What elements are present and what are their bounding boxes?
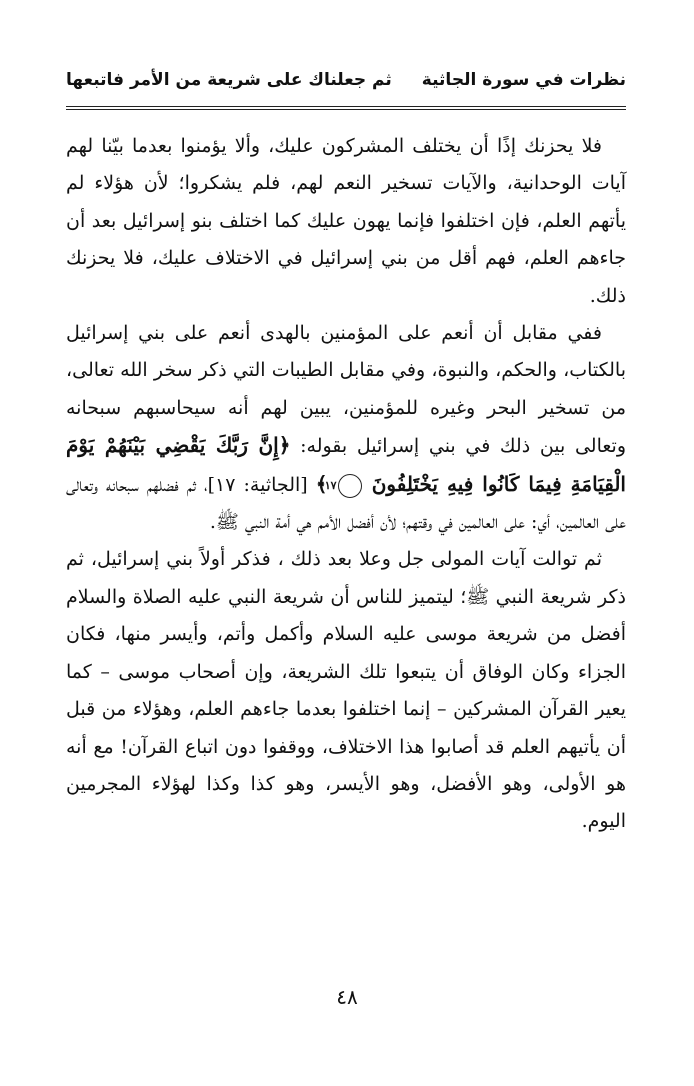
paragraph-3: ثم توالت آيات المولى جل وعلا بعد ذلك ، فذكر أولاً بني إسرائيل، ثم ذكر شريعة النبي ﷺ؛ ليتميز للناس أن شريعة النبي عليه الصلاة والسلام أفضل من شريعة موسى عليه السلام وأكمل وأتم، وأيسر منها، فكان الجزاء وكان الوفاق أن يتبعوا تلك الشريعة، وإن أصحاب موسى – كما يعير القرآن المشركين – إنما اختلفوا بعدما جاءهم العلم، وهؤلاء من قبل أن يأتيهم العلم قد أصابوا هذا الاختلاف، ووقفوا دون اتباع القرآن! مع أنه هو الأولى، وهو الأفضل، وهو الأيسر، وهو كذا وكذا لهؤلاء المجرمين اليوم.	[66, 548, 626, 833]
chapter-title: ثم جعلناك على شريعة من الأمر فاتبعها	[66, 70, 392, 90]
quran-open-bracket: ﴿	[278, 433, 291, 458]
paragraph-1: فلا يحزنك إذًا أن يختلف المشركون عليك، وألا يؤمنوا بعدما بيّنا لهم آيات الوحدانية، والآيات تسخير النعم لهم، فلم يشكروا؛ لأن هؤلاء لم يأتهم العلم، فإن اختلفوا فإنما يهون عليك كما اختلف بنو إسرائيل بعد أن جاءهم العلم، فهم أقل من بني إسرائيل في الاختلاف عليك، فلا يحزنك ذلك.	[66, 135, 626, 307]
main-text	[66, 128, 626, 841]
quran-verse: إِنَّ رَبَّكَ يَقْضِي بَيْنَهُمْ يَوْمَ الْقِيَامَةِ فِيمَا كَانُوا فِيهِ يَخْتَلِفُونَ	[66, 433, 626, 496]
page-number: ٤٨	[336, 985, 358, 1009]
paragraph-2-intro: ففي مقابل أن أنعم على المؤمنين بالهدى أنعم على بني إسرائيل بالكتاب، والحكم، والنبوة، وفي مقابل الطيبات التي ذكر سخر الله تعالى، من تسخير البحر وغيره للمؤمنين، يبين لهم أنه سيحاسبهم سبحانه وتعالى بين ذلك في بني إسرائيل بقوله:	[66, 322, 626, 458]
paragraph-2	[66, 315, 626, 541]
paragraph-2-outro: [الجاثية: ١٧]، ثم فضلهم سبحانه وتعالى على العالمين، أي: على العالمين في وقتهم؛ لأن أفضل الأمم هي أمة النبي ﷺ.	[66, 473, 626, 534]
header-divider	[66, 106, 626, 110]
running-header	[66, 66, 626, 106]
book-title: نظرات في سورة الجاثية	[421, 70, 626, 90]
quran-close-bracket: ﴾	[315, 471, 328, 496]
ayah-number-marker: ١٧	[338, 474, 362, 498]
